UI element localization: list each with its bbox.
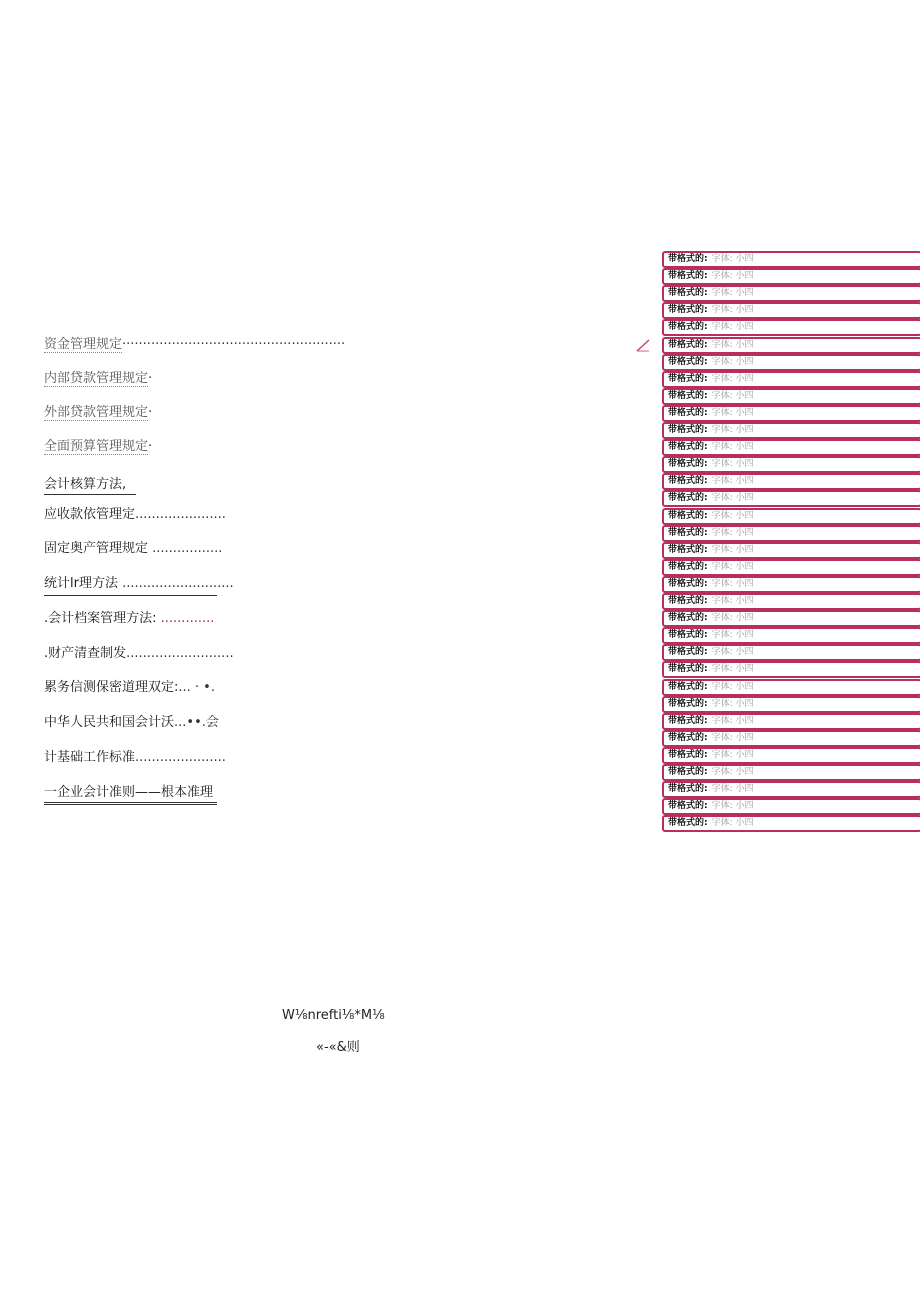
toc-entry-title: 资金管理规定 — [44, 337, 123, 352]
comment-label: 带格式的: — [668, 578, 708, 589]
comment-value: 字体: 小四 — [711, 425, 754, 435]
toc-entry-title: 外部贷款管理规定 — [44, 405, 149, 420]
comment-value: 字体: 小四 — [711, 390, 754, 401]
comment-value: 字体: 小四 — [711, 784, 754, 795]
toc-entry[interactable] — [44, 336, 345, 354]
format-comment-balloon[interactable] — [662, 508, 920, 525]
comment-label: 带格式的: — [668, 390, 708, 401]
comment-value: 字体: 小四 — [711, 356, 754, 367]
toc-entry-leader: ............. — [156, 611, 215, 626]
toc-entry[interactable] — [44, 645, 234, 663]
format-comment-balloon[interactable] — [662, 781, 920, 798]
format-comment-balloon[interactable] — [662, 559, 920, 576]
comment-label: 带格式的: — [668, 647, 708, 658]
toc-entry-title: 固定奥产管理规定 — [44, 541, 149, 556]
comment-value: 字体: 小四 — [711, 767, 754, 777]
toc-entry[interactable] — [44, 370, 152, 388]
comment-label: 带格式的: — [668, 271, 708, 282]
format-comment-balloon[interactable] — [662, 285, 920, 302]
format-comment-balloon[interactable] — [662, 542, 920, 559]
toc-entry[interactable] — [44, 438, 152, 456]
comment-value: 字体: 小四 — [711, 818, 754, 829]
toc-entry-title: 计基础工作标准 — [44, 750, 136, 765]
toc-entry[interactable] — [44, 575, 234, 593]
toc-entry-title: 累务信测保密道理双定: — [44, 680, 179, 695]
format-comment-balloon[interactable] — [662, 525, 920, 542]
comment-label: 带格式的: — [668, 749, 708, 760]
toc-entry[interactable] — [44, 749, 226, 767]
comment-label: 带格式的: — [668, 322, 708, 333]
comment-value: 字体: 小四 — [711, 613, 754, 624]
comment-label: 带格式的: — [668, 527, 708, 538]
toc-entry-title: 一企业会计准则——根本准理 — [44, 785, 214, 800]
toc-entry-title: 内部贷款管理规定 — [44, 371, 149, 386]
toc-entry[interactable] — [44, 476, 126, 494]
comment-label: 带格式的: — [668, 630, 708, 641]
format-comment-balloon[interactable] — [662, 371, 920, 388]
format-comment-balloon[interactable] — [662, 422, 920, 439]
comment-value: 字体: 小四 — [711, 442, 754, 453]
comment-label: 带格式的: — [668, 681, 708, 692]
format-comment-balloon[interactable] — [662, 696, 920, 713]
format-comment-balloon[interactable] — [662, 354, 920, 371]
comment-value: 字体: 小四 — [711, 493, 754, 504]
comment-value: 字体: 小四 — [711, 732, 754, 743]
comment-label: 带格式的: — [668, 767, 708, 777]
comment-label: 带格式的: — [668, 305, 708, 316]
comment-value: 字体: 小四 — [711, 527, 754, 538]
comment-label: 带格式的: — [668, 356, 708, 367]
format-comment-balloon[interactable] — [662, 456, 920, 473]
format-comment-balloon[interactable] — [662, 661, 920, 678]
toc-entry-leader: ...................... — [135, 507, 226, 522]
format-comment-balloon[interactable] — [662, 319, 920, 336]
format-comment-balloon[interactable] — [662, 268, 920, 285]
format-comment-balloon[interactable] — [662, 388, 920, 405]
toc-entry-leader: · — [148, 371, 153, 386]
format-comment-balloon[interactable] — [662, 593, 920, 610]
format-comment-balloon[interactable] — [662, 815, 920, 832]
comment-value: 字体: 小四 — [711, 510, 754, 521]
toc-entry-leader: ······················································ — [122, 337, 346, 352]
underline-rule — [44, 494, 136, 495]
comment-value: 字体: 小四 — [711, 271, 754, 282]
comment-label: 带格式的: — [668, 664, 708, 675]
comment-value: 字体: 小四 — [711, 288, 754, 299]
comment-label: 带格式的: — [668, 254, 708, 264]
comment-value: 字体: 小四 — [711, 630, 754, 641]
comment-label: 带格式的: — [668, 561, 708, 572]
comment-label: 带格式的: — [668, 510, 708, 521]
format-comment-balloon[interactable] — [662, 251, 920, 268]
comment-label: 带格式的: — [668, 784, 708, 795]
toc-entry-title: 应收款依管理定 — [44, 507, 136, 522]
comment-label: 带格式的: — [668, 288, 708, 299]
format-comment-balloon[interactable] — [662, 644, 920, 661]
toc-entry-title: 全面预算管理规定 — [44, 439, 149, 454]
comment-value: 字体: 小四 — [711, 459, 754, 470]
toc-entry[interactable] — [44, 506, 226, 524]
comment-value: 字体: 小四 — [711, 339, 754, 350]
toc-entry-leader: ...••.会 — [174, 715, 219, 730]
format-comment-balloon[interactable] — [662, 576, 920, 593]
comment-value: 字体: 小四 — [711, 801, 754, 812]
toc-entry[interactable] — [44, 784, 213, 802]
comment-label: 带格式的: — [668, 698, 708, 709]
comment-label: 带格式的: — [668, 596, 708, 606]
comment-value: 字体: 小四 — [711, 681, 754, 692]
format-comment-balloon[interactable] — [662, 610, 920, 627]
comment-label: 带格式的: — [668, 715, 708, 726]
comment-value: 字体: 小四 — [711, 698, 754, 709]
comment-value: 字体: 小四 — [711, 322, 754, 333]
comment-label: 带格式的: — [668, 476, 708, 487]
format-comment-balloon[interactable] — [662, 798, 920, 815]
comment-value: 字体: 小四 — [711, 578, 754, 589]
comment-label: 带格式的: — [668, 339, 708, 350]
toc-entry[interactable] — [44, 714, 219, 732]
toc-entry-title: .财产清查制发 — [44, 646, 127, 661]
comment-label: 带格式的: — [668, 493, 708, 504]
comment-label: 带格式的: — [668, 732, 708, 743]
toc-entry-leader: · — [148, 405, 153, 420]
toc-entry-leader: ...................... — [135, 750, 226, 765]
toc-entry[interactable] — [44, 679, 215, 697]
toc-entry[interactable] — [44, 404, 152, 422]
comment-value: 字体: 小四 — [711, 305, 754, 316]
format-comment-balloon[interactable] — [662, 747, 920, 764]
comment-label: 带格式的: — [668, 407, 708, 418]
format-comment-balloon[interactable] — [662, 473, 920, 490]
format-comment-balloon[interactable] — [662, 405, 920, 422]
format-comment-balloon[interactable] — [662, 730, 920, 747]
footer-line-1: W⅛nrefti⅛*M⅛ — [282, 1008, 385, 1023]
toc-entry[interactable] — [44, 610, 214, 628]
comment-value: 字体: 小四 — [711, 254, 754, 264]
comment-label: 带格式的: — [668, 459, 708, 470]
comment-label: 带格式的: — [668, 442, 708, 453]
comment-label: 带格式的: — [668, 544, 708, 555]
comment-label: 带格式的: — [668, 818, 708, 829]
comment-value: 字体: 小四 — [711, 544, 754, 555]
comment-value: 字体: 小四 — [711, 749, 754, 760]
toc-entry[interactable] — [44, 540, 222, 558]
footer-line-2: «-«&则 — [316, 1040, 360, 1055]
comment-value: 字体: 小四 — [711, 373, 754, 384]
toc-entry-leader: · — [148, 439, 153, 454]
comment-label: 带格式的: — [668, 425, 708, 435]
toc-entry-title: 会计核算方法, — [44, 477, 127, 492]
comment-value: 字体: 小四 — [711, 596, 754, 606]
comment-value: 字体: 小四 — [711, 407, 754, 418]
toc-entry-leader: ................. — [148, 541, 223, 556]
toc-entry-leader: .......................... — [126, 646, 234, 661]
comment-label: 带格式的: — [668, 373, 708, 384]
format-comment-balloon[interactable] — [662, 764, 920, 781]
underline-rule — [44, 595, 217, 596]
edit-marker-icon — [636, 338, 650, 352]
format-comment-balloon[interactable] — [662, 713, 920, 730]
toc-entry-title: 中华人民共和国会计沃 — [44, 715, 175, 730]
double-underline-rule — [44, 802, 217, 805]
comment-value: 字体: 小四 — [711, 647, 754, 658]
toc-entry-title: 统计lr理方法 — [44, 576, 118, 591]
comment-value: 字体: 小四 — [711, 561, 754, 572]
comment-value: 字体: 小四 — [711, 664, 754, 675]
toc-entry-leader: ........................... — [117, 576, 234, 591]
comment-label: 带格式的: — [668, 801, 708, 812]
toc-entry-leader: ... · •. — [178, 680, 215, 695]
format-comment-balloon[interactable] — [662, 490, 920, 507]
toc-entry-title: .会计档案管理方法: — [44, 611, 157, 626]
format-comment-balloon[interactable] — [662, 439, 920, 456]
comment-value: 字体: 小四 — [711, 476, 754, 487]
comment-value: 字体: 小四 — [711, 715, 754, 726]
format-comment-balloon[interactable] — [662, 679, 920, 696]
comment-label: 带格式的: — [668, 613, 708, 624]
format-comment-balloon[interactable] — [662, 627, 920, 644]
format-comment-balloon[interactable] — [662, 302, 920, 319]
format-comment-balloon[interactable] — [662, 337, 920, 354]
